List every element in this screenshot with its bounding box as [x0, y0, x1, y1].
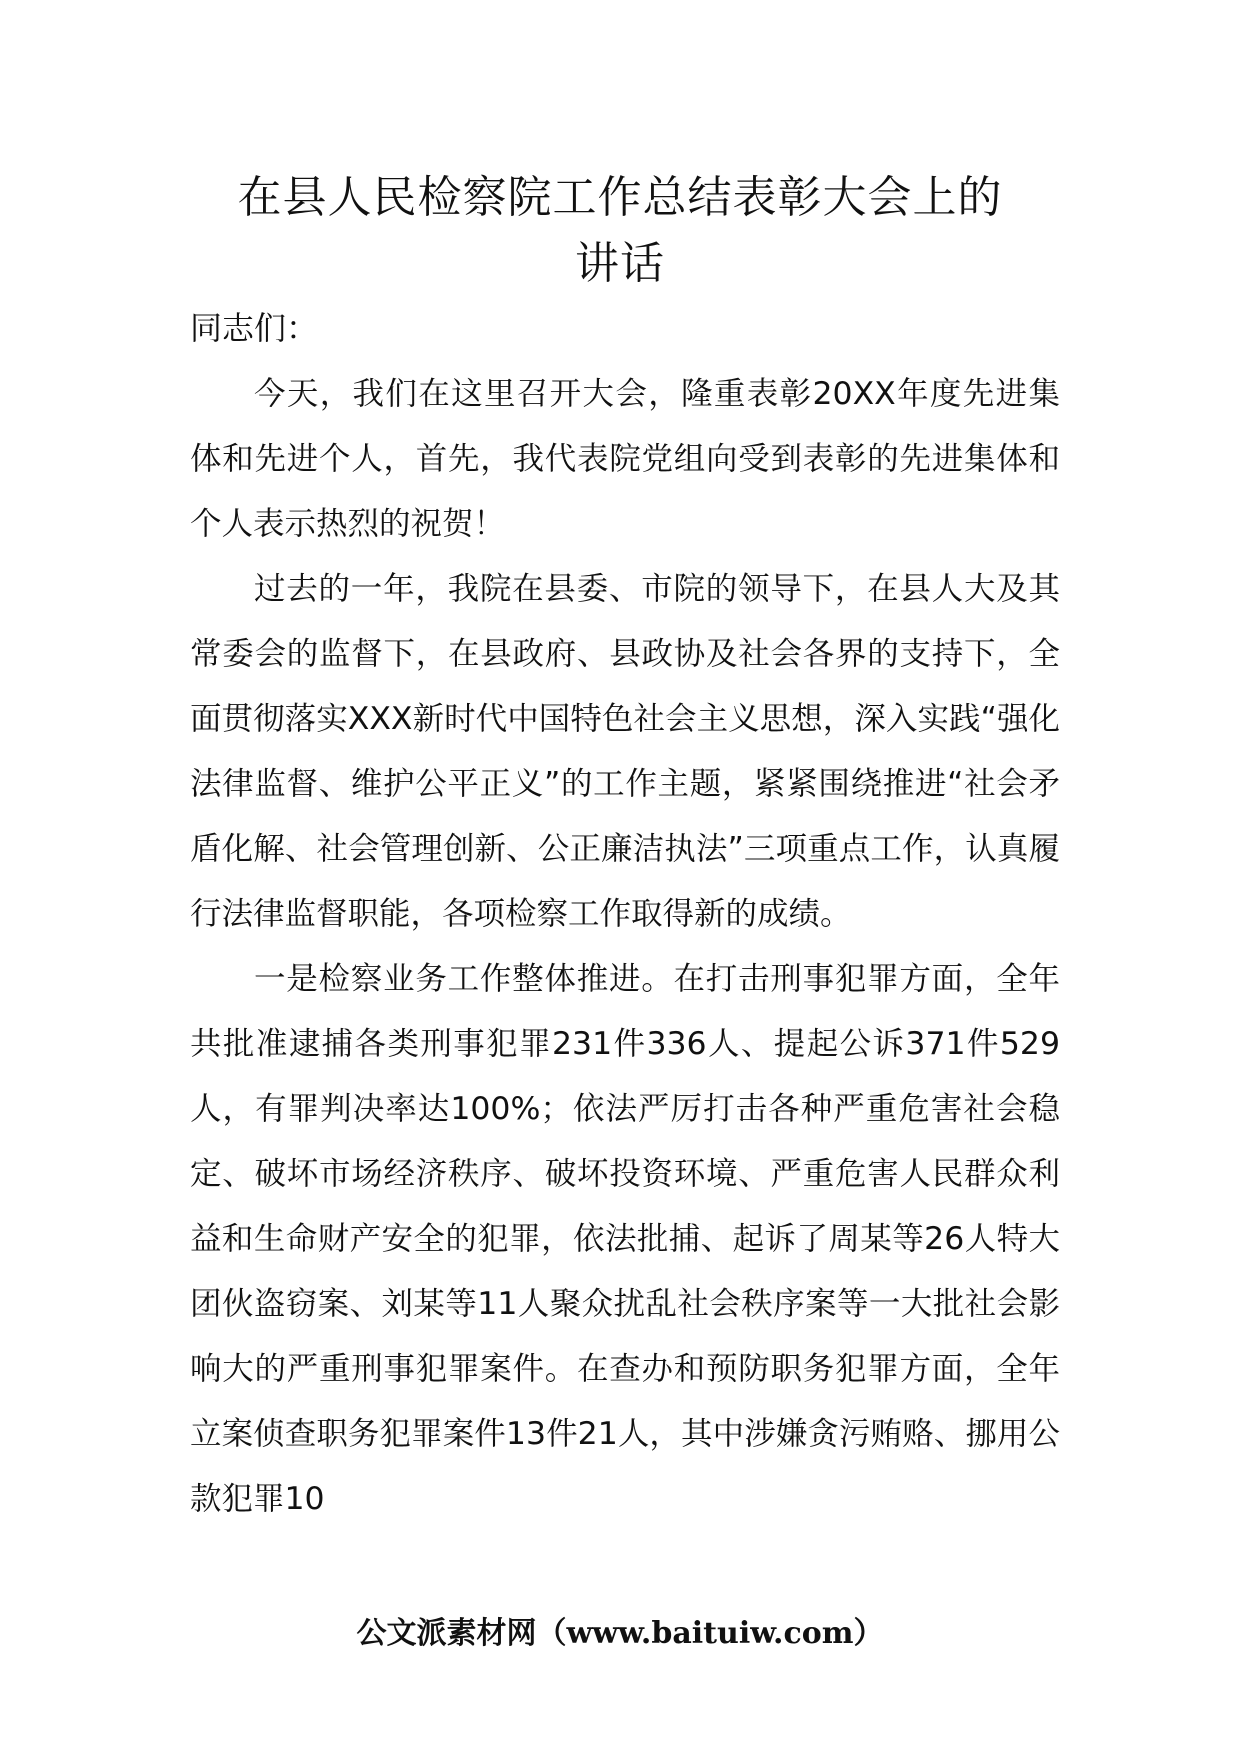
salutation: 同志们： [190, 309, 319, 347]
footer-watermark: 公文派素材网（www.baituiw.com） [356, 1616, 884, 1651]
document-body [190, 362, 1060, 1532]
document-title-line-2: 讲话 [575, 238, 665, 289]
document-title-line-1: 在县人民检察院工作总结表彰大会上的 [237, 172, 1003, 223]
paragraph-1: 今天，我们在这里召开大会，隆重表彰20XX年度先进集体和先进个人，首先，我代表院党组向受到表彰的先进集体和个人表示热烈的祝贺！ [190, 376, 1060, 542]
paragraph-2: 过去的一年，我院在县委、市院的领导下，在县人大及其常委会的监督下，在县政府、县政协及社会各界的支持下，全面贯彻落实XXX新时代中国特色社会主义思想，深入实践“强化法律监督、维护公平正义”的工作主题，紧紧围绕推进“社会矛盾化解、社会管理创新、公正廉洁执法”三项重点工作，认真履行法律监督职能，各项检察工作取得新的成绩。 [190, 571, 1060, 932]
paragraph-3: 一是检察业务工作整体推进。在打击刑事犯罪方面，全年共批准逮捕各类刑事犯罪231件336人、提起公诉371件529人，有罪判决率达100%；依法严厉打击各种严重危害社会稳定、破坏市场经济秩序、破坏投资环境、严重危害人民群众利益和生命财产安全的犯罪，依法批捕、起诉了周某等26人特大团伙盗窃案、刘某等11人聚众扰乱社会秩序案等一大批社会影响大的严重刑事犯罪案件。在查办和预防职务犯罪方面，全年立案侦查职务犯罪案件13件21人，其中涉嫌贪污贿赂、挪用公款犯罪10 [190, 961, 1060, 1517]
